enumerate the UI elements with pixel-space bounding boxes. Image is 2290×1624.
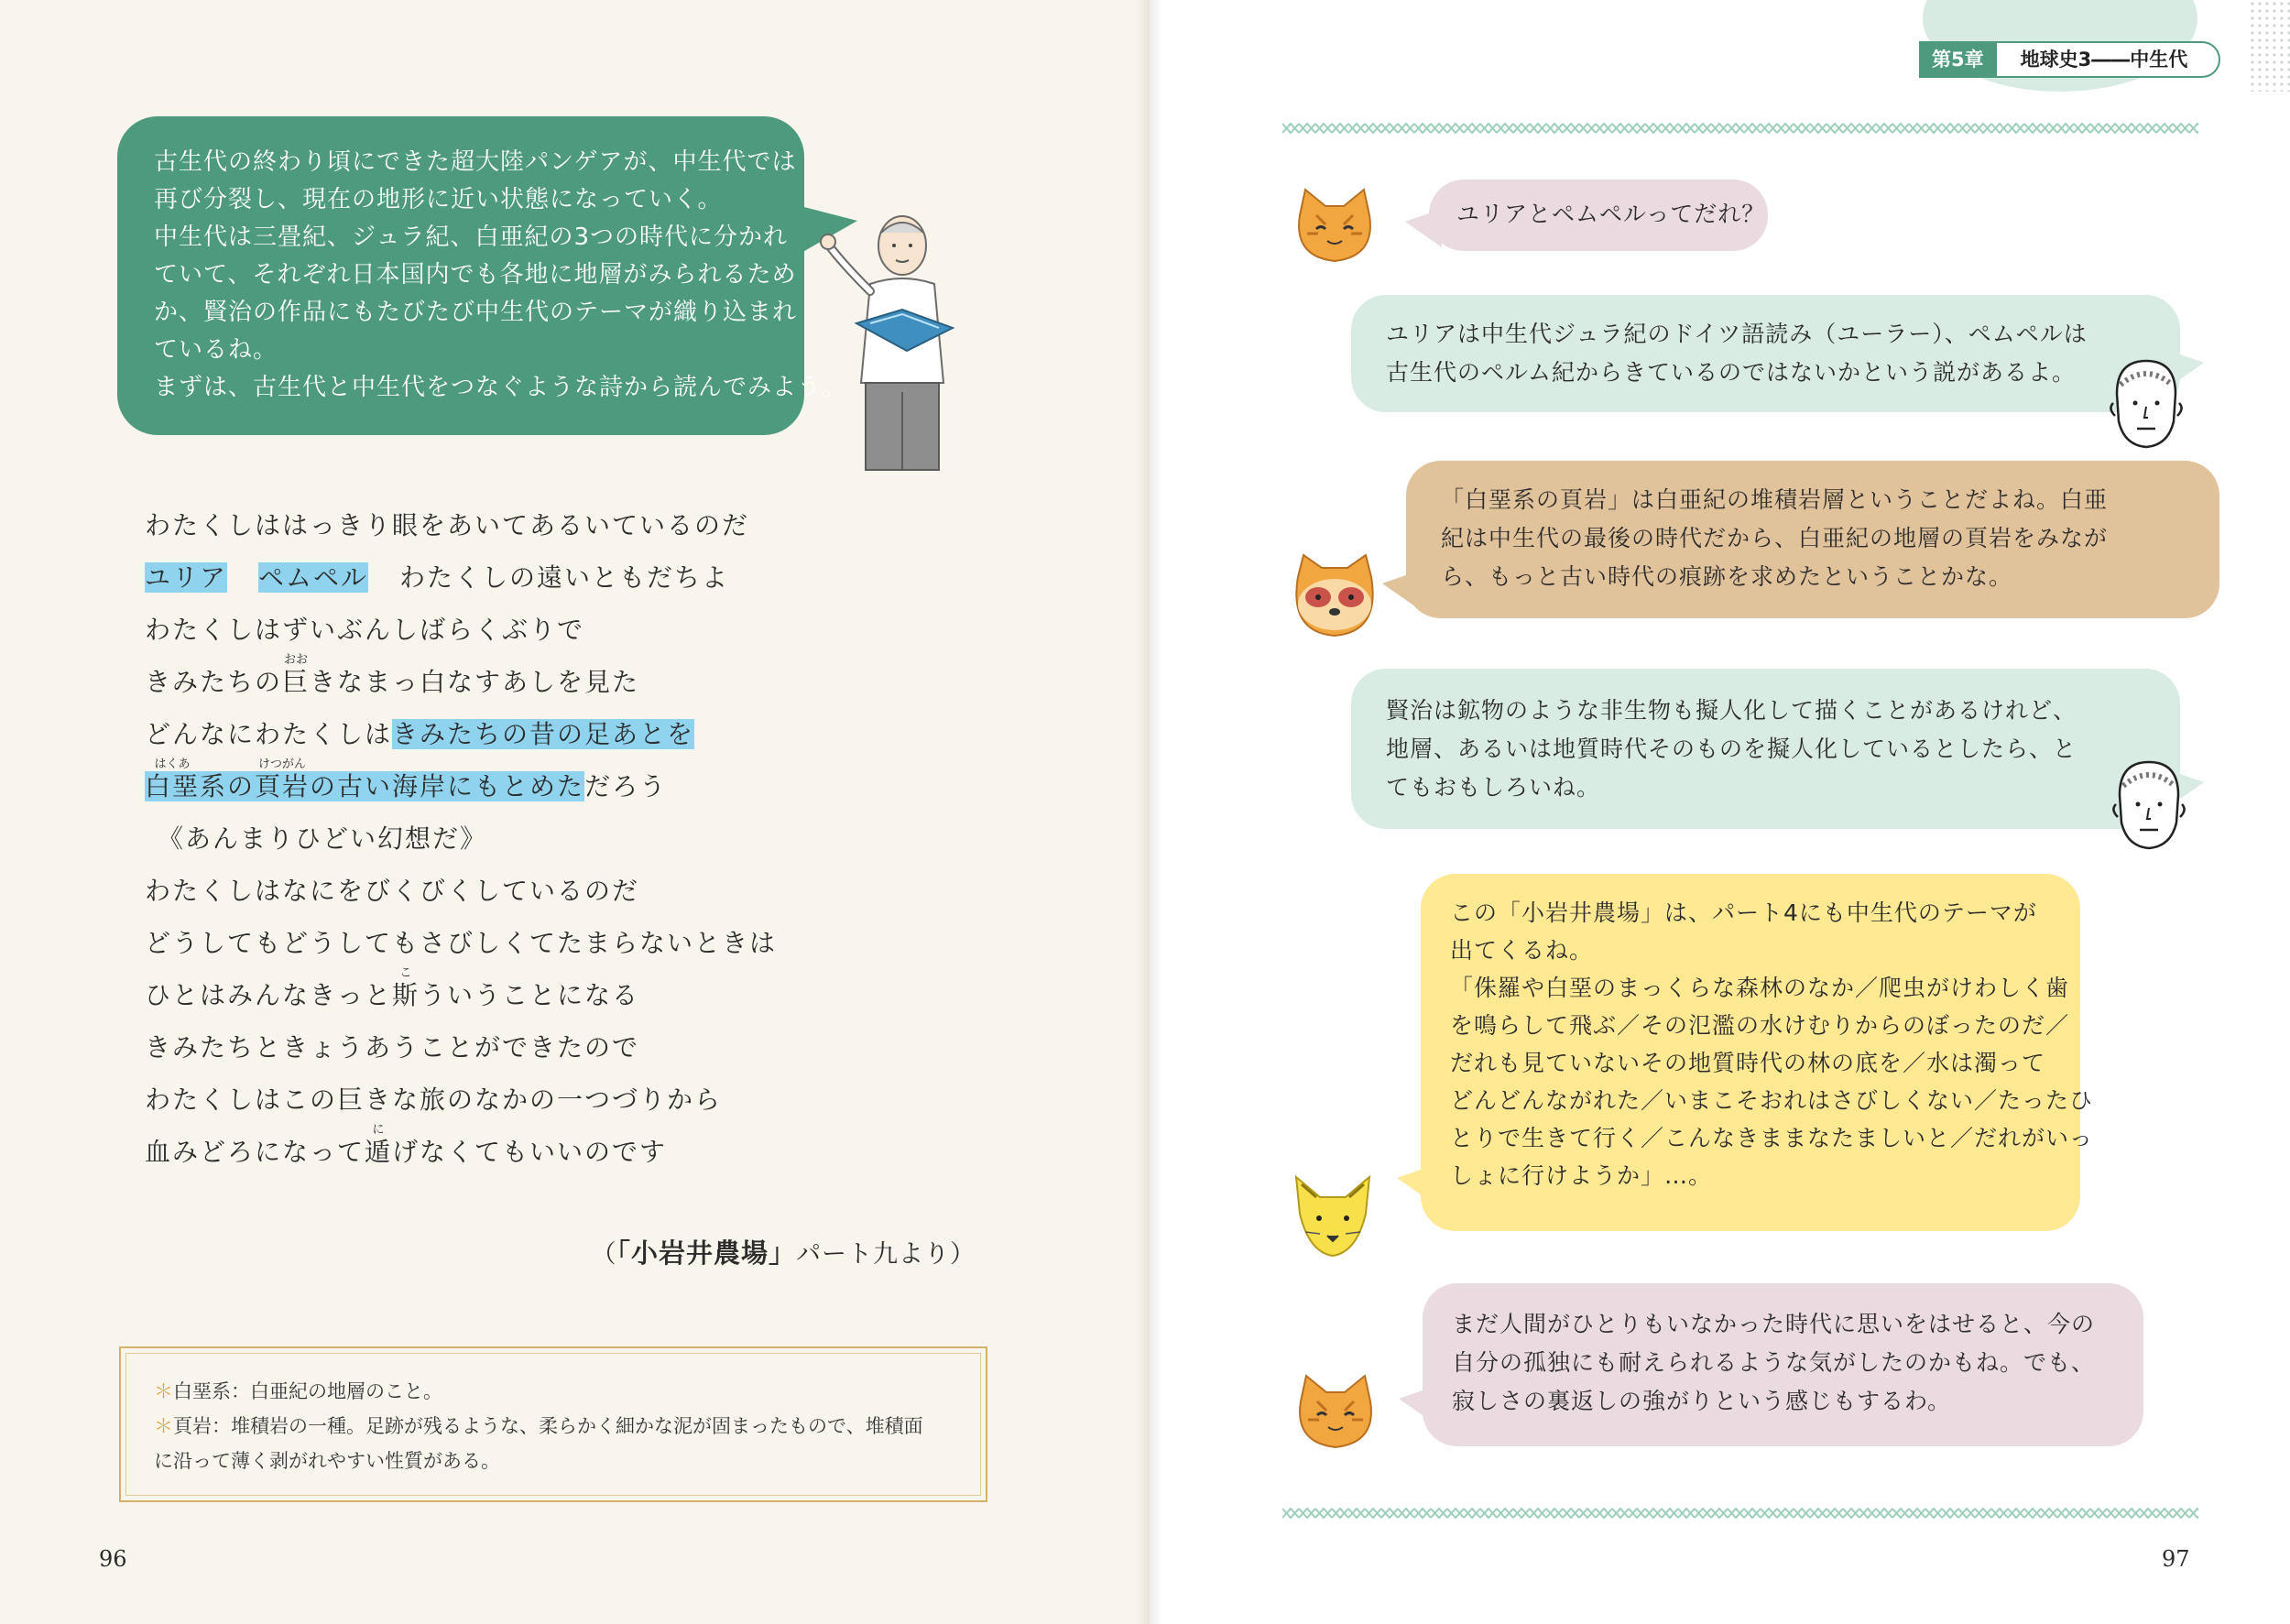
poem-line [145,760,777,812]
ruby-reading: けつがん [258,758,307,771]
page-number-right: 97 [2162,1546,2190,1572]
poem-line: 《あんまりひどい幻想だ》 [158,823,488,854]
notes-box [119,1346,987,1502]
poem-line [145,653,777,708]
poem-line: どうしてもどうしてもさびしくてたまらないときは [145,928,778,958]
right-page [1150,0,2290,1624]
chat-bubble [1429,180,1768,251]
chat-line: しょに行けようか」…。 [1450,1162,1713,1189]
poem-line: わたくしはこの巨きな旅のなかの一つづりから [145,1084,723,1115]
bubble-tail [1405,209,1442,247]
poem-text: わたくしの遠いともだちよ [399,562,730,593]
intro-line: か、賢治の作品にもたびたび中生代のテーマが織り込まれ [154,299,798,326]
zigzag-divider-top [1282,119,2198,137]
source-title: 「小岩井農場」 [616,1237,796,1269]
chat-line: 賢治は鉱物のような非生物も擬人化して描くことがあるけれど、 [1386,697,2077,724]
poem-text: の古い海岸にもとめた [310,771,585,801]
orange-cat-icon [1290,1374,1381,1452]
chapter-title: 地球史3――中生代 [1997,41,2221,78]
ruby-reading: に [372,1123,385,1137]
chat-line: この「小岩井農場」は、パート4にも中生代のテーマが [1450,899,2037,926]
chat-bubble [1351,295,2180,412]
poem-line [145,966,777,1021]
ruby-word [365,1123,393,1178]
poem-line: わたくしははっきり眼をあいてあるいているのだ [145,510,750,540]
fox-icon [1287,1168,1379,1259]
tanuki-icon [1285,550,1384,641]
ruby-reading: はくあ [154,758,191,771]
highlight: きみたちの昔の足あとを [392,719,695,749]
chat-line: 地層、あるいは地質時代そのものを擬人化しているとしたら、と [1386,736,2077,762]
teacher-illustration [815,209,989,474]
poem-text: げなくてもいいのです [392,1137,668,1167]
poem-text: 系の [200,771,256,801]
source-paren: （ [591,1240,617,1269]
book-gutter [1136,0,1163,1624]
note-line [154,1409,953,1444]
ruby-word [145,760,200,812]
ruby-base: 斯 [392,980,420,1010]
asterisk: ＊ [154,1415,173,1437]
intro-line: ていて、それぞれ日本国内でも各地に地層がみられるため [154,261,797,289]
chat-line: とりで生きて行く／こんなきままなたましいと／だれがいっ [1450,1125,2094,1151]
chat-bubble [1406,461,2219,618]
ruby-word [392,966,420,1021]
intro-speech-bubble [117,116,847,435]
ruby-reading: おお [284,653,309,667]
ruby-reading: こ [399,966,412,980]
poem-text: ひとはみんなきっと [145,980,393,1010]
teacher-face-icon [2104,357,2188,451]
ruby-base: 巨 [282,667,311,697]
chat-line: 「侏羅や白堊のまっくらな森林のなか／爬虫がけわしく歯 [1450,975,2070,1001]
page-number-left: 96 [99,1546,127,1572]
chat-line: だれも見ていないその地質時代の林の底を／水は濁って [1450,1050,2046,1076]
poem-line: わたくしはなにをびくびくしているのだ [145,876,640,906]
chat-line: 寂しさの裏返しの強がりという感じもするわ。 [1452,1388,1952,1414]
ruby-base: 遁 [365,1137,393,1167]
intro-line: 再び分裂し、現在の地形に近い状態になっていく。 [154,186,723,213]
chat-line: 紀は中生代の最後の時代だから、白亜紀の地層の頁岩をみなが [1441,525,2109,551]
highlight [145,758,585,801]
poem-source [591,1233,976,1270]
dot-pattern [2249,0,2290,92]
bubble-tail [1399,1386,1435,1424]
chat-bubble [1423,1283,2143,1446]
chat-bubble [1351,669,2180,829]
poem-line [145,1123,777,1178]
poem-line: きみたちときょうあうことができたので [145,1032,640,1063]
chapter-number: 第5章 [1919,41,1997,78]
note-line [154,1374,953,1409]
note-text: 頁岩：堆積岩の一種。足跡が残るような、柔らかく細かな泥が固まったもので、堆積面 [173,1415,923,1437]
intro-line: まずは、古生代と中生代をつなぐような詩から読んでみよう。 [154,374,847,401]
chat-line: 「白堊系の頁岩」は白亜紀の堆積岩層ということだよね。白亜 [1441,486,2109,513]
chat-line: を鳴らして飛ぶ／その氾濫の水けむりからのぼったのだ／ [1450,1012,2070,1039]
chat-line: ら、もっと古い時代の痕跡を求めたということかな。 [1441,563,2013,590]
intro-line: 中生代は三畳紀、ジュラ紀、白亜紀の3つの時代に分かれ [154,223,789,251]
chat-line: どんどんながれた／いまこそおれはさびしくない／たったひ [1450,1087,2094,1114]
note-line: に沿って薄く剥がれやすい性質がある。 [154,1450,500,1472]
chat-line: まだ人間がひとりもいなかった時代に思いをはせると、今の [1452,1311,2096,1337]
chat-line: 出てくるね。 [1450,937,1594,964]
poem-text: だろう [584,771,668,801]
ruby-base: 白堊 [145,771,201,801]
poem-text: きみたちの [145,667,283,697]
teacher-face-icon [2107,758,2191,852]
intro-line: ているね。 [154,336,278,364]
chat-line: 自分の孤独にも耐えられるような気がしたのかもね。でも、 [1452,1349,2096,1376]
chat-bubble [1421,874,2094,1231]
orange-cat-icon [1289,188,1380,266]
poem [145,499,777,1178]
ruby-word [282,653,311,708]
chat-line: ユリアは中生代ジュラ紀のドイツ語読み（ユーラー）、ペムペルは [1386,321,2088,347]
highlight: ペムペル [258,562,369,593]
ruby-word [255,760,310,812]
asterisk: ＊ [154,1380,173,1402]
chat-line: てもおもしろいね。 [1386,774,1601,801]
poem-line [145,708,777,760]
highlight: ユリア [145,562,228,593]
poem-line: わたくしはずいぶんしばらくぶりで [145,615,585,645]
chapter-tag [1919,41,2220,78]
poem-text: きなまっ白なすあしを見た [310,667,640,697]
bubble-tail [1382,571,1419,609]
poem-text: どんなにわたくしは [145,719,393,749]
note-text: 白堊系：白亜紀の地層のこと。 [173,1380,442,1402]
poem-line [145,551,777,604]
zigzag-divider-bottom [1282,1504,2198,1522]
chat-line: ユリアとペムペルってだれ？ [1456,201,1766,227]
ruby-base: 頁岩 [255,771,311,801]
intro-line: 古生代の終わり頃にできた超大陸パンゲアが、中生代では [154,148,797,176]
poem-text: ういうことになる [420,980,640,1010]
poem-text: 血みどろになって [145,1137,365,1167]
source-part: パート九より） [796,1240,976,1269]
bubble-tail [1397,1165,1434,1204]
chat-line: 古生代のペルム紀からきているのではないかという説があるよ。 [1386,359,2077,386]
